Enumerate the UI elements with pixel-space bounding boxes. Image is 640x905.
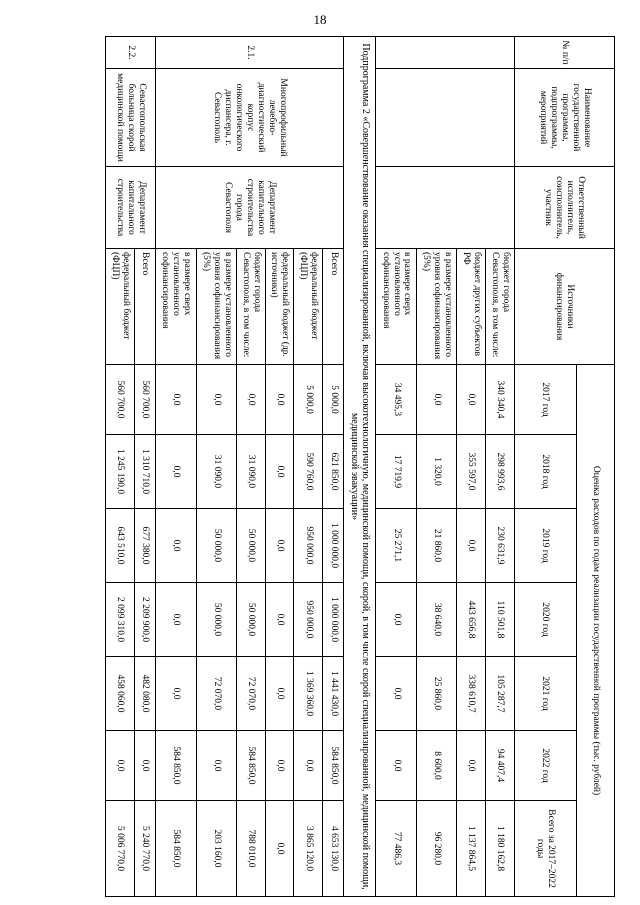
value-cell: 0,0 xyxy=(457,731,486,801)
value-cell: 482 080,0 xyxy=(134,657,155,731)
header-num: № п/п xyxy=(514,37,614,69)
value-cell: 50 000,0 xyxy=(236,583,265,657)
value-cell: 298 993,6 xyxy=(485,435,514,509)
value-cell: 584 850,0 xyxy=(156,801,196,897)
header-year-2021: 2021 год xyxy=(514,657,576,731)
header-row-1 xyxy=(576,37,614,897)
value-cell: 8 600,0 xyxy=(416,731,456,801)
value-cell: 0,0 xyxy=(457,509,486,583)
value-cell: 590 760,0 xyxy=(294,435,323,509)
value-cell: 72 070,0 xyxy=(196,657,236,731)
value-cell: 2 209 900,0 xyxy=(134,583,155,657)
value-cell: 584 850,0 xyxy=(156,731,196,801)
value-cell: 17 719,9 xyxy=(376,435,416,509)
rotated-table-container xyxy=(105,36,615,896)
value-cell: 1 441 430,0 xyxy=(322,657,343,731)
header-total: Всего за 2017–2022 годы xyxy=(514,801,576,897)
cont-name-cell xyxy=(376,69,514,167)
value-cell: 643 510,0 xyxy=(106,509,135,583)
header-year-2022: 2022 год xyxy=(514,731,576,801)
header-executor: Ответственный исполнитель, соисполнитель, участник xyxy=(514,167,614,249)
table-row xyxy=(485,37,514,897)
header-year-2019: 2019 год xyxy=(514,509,576,583)
value-cell: 50 000,0 xyxy=(236,509,265,583)
value-cell: 4 653 130,0 xyxy=(322,801,343,897)
header-source: Источники финансирования xyxy=(514,249,614,365)
value-cell: 1 310 710,0 xyxy=(134,435,155,509)
source-cell: бюджет города Севастополя, в том числе: xyxy=(236,249,265,365)
source-cell: в размере установленного уровня софинансирования (5%) xyxy=(416,249,456,365)
value-cell: 0,0 xyxy=(106,731,135,801)
source-cell: бюджет других субъектов РФ xyxy=(457,249,486,365)
value-cell: 0,0 xyxy=(196,365,236,435)
value-cell: 203 160,0 xyxy=(196,801,236,897)
value-cell: 0,0 xyxy=(156,365,196,435)
value-cell: 1 000 000,0 xyxy=(322,509,343,583)
value-cell: 31 090,0 xyxy=(196,435,236,509)
header-estimate: Оценка расходов по годам реализации государственной программы (тыс. рублей) xyxy=(576,365,614,897)
item-name: Севастопольская больница скорой медицинской помощи xyxy=(106,69,156,167)
value-cell: 38 640,0 xyxy=(416,583,456,657)
value-cell: 94 407,4 xyxy=(485,731,514,801)
value-cell: 230 631,9 xyxy=(485,509,514,583)
value-cell: 25 271,1 xyxy=(376,509,416,583)
value-cell: 0,0 xyxy=(156,583,196,657)
value-cell: 0,0 xyxy=(416,365,456,435)
value-cell: 584 850,0 xyxy=(322,731,343,801)
value-cell: 1 000 000,0 xyxy=(322,583,343,657)
value-cell: 443 656,8 xyxy=(457,583,486,657)
value-cell: 0,0 xyxy=(376,657,416,731)
header-year-2017: 2017 год xyxy=(514,365,576,435)
value-cell: 0,0 xyxy=(265,731,294,801)
value-cell: 584 850,0 xyxy=(236,731,265,801)
value-cell: 72 070,0 xyxy=(236,657,265,731)
value-cell: 34 495,3 xyxy=(376,365,416,435)
value-cell: 560 700,0 xyxy=(106,365,135,435)
subprogram-row xyxy=(344,37,376,897)
rotated-table xyxy=(105,36,615,896)
value-cell: 340 340,4 xyxy=(485,365,514,435)
item-executor: Департамент капитального строительства города Севастополя xyxy=(156,167,344,249)
value-cell: 110 501,8 xyxy=(485,583,514,657)
page-number: 18 xyxy=(313,12,327,27)
value-cell: 0,0 xyxy=(265,435,294,509)
header-year-2020: 2020 год xyxy=(514,583,576,657)
value-cell: 0,0 xyxy=(156,435,196,509)
value-cell: 0,0 xyxy=(196,731,236,801)
value-cell: 950 000,0 xyxy=(294,583,323,657)
value-cell: 0,0 xyxy=(457,365,486,435)
value-cell: 677 380,0 xyxy=(134,509,155,583)
table-row xyxy=(322,37,343,897)
value-cell: 0,0 xyxy=(265,801,294,897)
value-cell: 0,0 xyxy=(265,657,294,731)
value-cell: 3 865 120,0 xyxy=(294,801,323,897)
source-cell: Всего xyxy=(134,249,155,365)
value-cell: 5 240 770,0 xyxy=(134,801,155,897)
value-cell: 0,0 xyxy=(265,583,294,657)
value-cell: 77 486,3 xyxy=(376,801,416,897)
value-cell: 355 597,0 xyxy=(457,435,486,509)
value-cell: 1 137 864,5 xyxy=(457,801,486,897)
value-cell: 0,0 xyxy=(265,365,294,435)
value-cell: 0,0 xyxy=(376,731,416,801)
source-cell: Всего xyxy=(322,249,343,365)
value-cell: 560 700,0 xyxy=(134,365,155,435)
value-cell: 950 000,0 xyxy=(294,509,323,583)
table-row xyxy=(134,37,155,897)
value-cell: 50 000,0 xyxy=(196,583,236,657)
header-name: Наименование государственной программы, подпрограммы, мероприятий xyxy=(514,69,614,167)
value-cell: 5 000,0 xyxy=(322,365,343,435)
value-cell: 21 860,0 xyxy=(416,509,456,583)
value-cell: 96 280,0 xyxy=(416,801,456,897)
source-cell: федеральный бюджет (ФЦП) xyxy=(294,249,323,365)
value-cell: 31 090,0 xyxy=(236,435,265,509)
value-cell: 0,0 xyxy=(156,509,196,583)
value-cell: 0,0 xyxy=(134,731,155,801)
cont-exec-cell xyxy=(376,167,514,249)
value-cell: 50 000,0 xyxy=(196,509,236,583)
value-cell: 621 850,0 xyxy=(322,435,343,509)
value-cell: 1 369 360,0 xyxy=(294,657,323,731)
value-cell: 1 180 162,8 xyxy=(485,801,514,897)
value-cell: 5 000,0 xyxy=(294,365,323,435)
cont-num-cell xyxy=(376,37,514,69)
item-number: 2.2. xyxy=(106,37,156,69)
value-cell: 1 320,0 xyxy=(416,435,456,509)
source-cell: федеральный бюджет (др. источники) xyxy=(265,249,294,365)
budget-table xyxy=(105,36,615,897)
item-name: Многопрофильный лечебно-диагностический корпус онкологического диспансера, г. Севастополь xyxy=(156,69,344,167)
source-cell: федеральный бюджет (ФЦП) xyxy=(106,249,135,365)
value-cell: 0,0 xyxy=(265,509,294,583)
header-year-2018: 2018 год xyxy=(514,435,576,509)
source-cell: в размере установленного уровня софинансирования (5%) xyxy=(196,249,236,365)
value-cell: 0,0 xyxy=(236,365,265,435)
value-cell: 788 010,0 xyxy=(236,801,265,897)
source-cell: бюджет города Севастополя, в том числе: xyxy=(485,249,514,365)
value-cell: 0,0 xyxy=(294,731,323,801)
source-cell: в размере сверх установленного софинансирования xyxy=(156,249,196,365)
value-cell: 2 099 310,0 xyxy=(106,583,135,657)
source-cell: в размере сверх установленного софинансирования xyxy=(376,249,416,365)
item-executor: Департамент капитального строительства xyxy=(106,167,156,249)
value-cell: 105 287,7 xyxy=(485,657,514,731)
item-number: 2.1. xyxy=(156,37,344,69)
value-cell: 458 060,0 xyxy=(106,657,135,731)
value-cell: 5 006 770,0 xyxy=(106,801,135,897)
subprogram-title: Подпрограмма 2 «Совершенствование оказания специализированной, включая высокотехнологичную, медицинской помощи, скорой, в том числе скорой специализированной, медицинской помощи, медицинской эвакуации» xyxy=(344,37,376,897)
value-cell: 25 860,0 xyxy=(416,657,456,731)
value-cell: 0,0 xyxy=(156,657,196,731)
value-cell: 1 245 190,0 xyxy=(106,435,135,509)
value-cell: 0,0 xyxy=(376,583,416,657)
value-cell: 338 610,7 xyxy=(457,657,486,731)
